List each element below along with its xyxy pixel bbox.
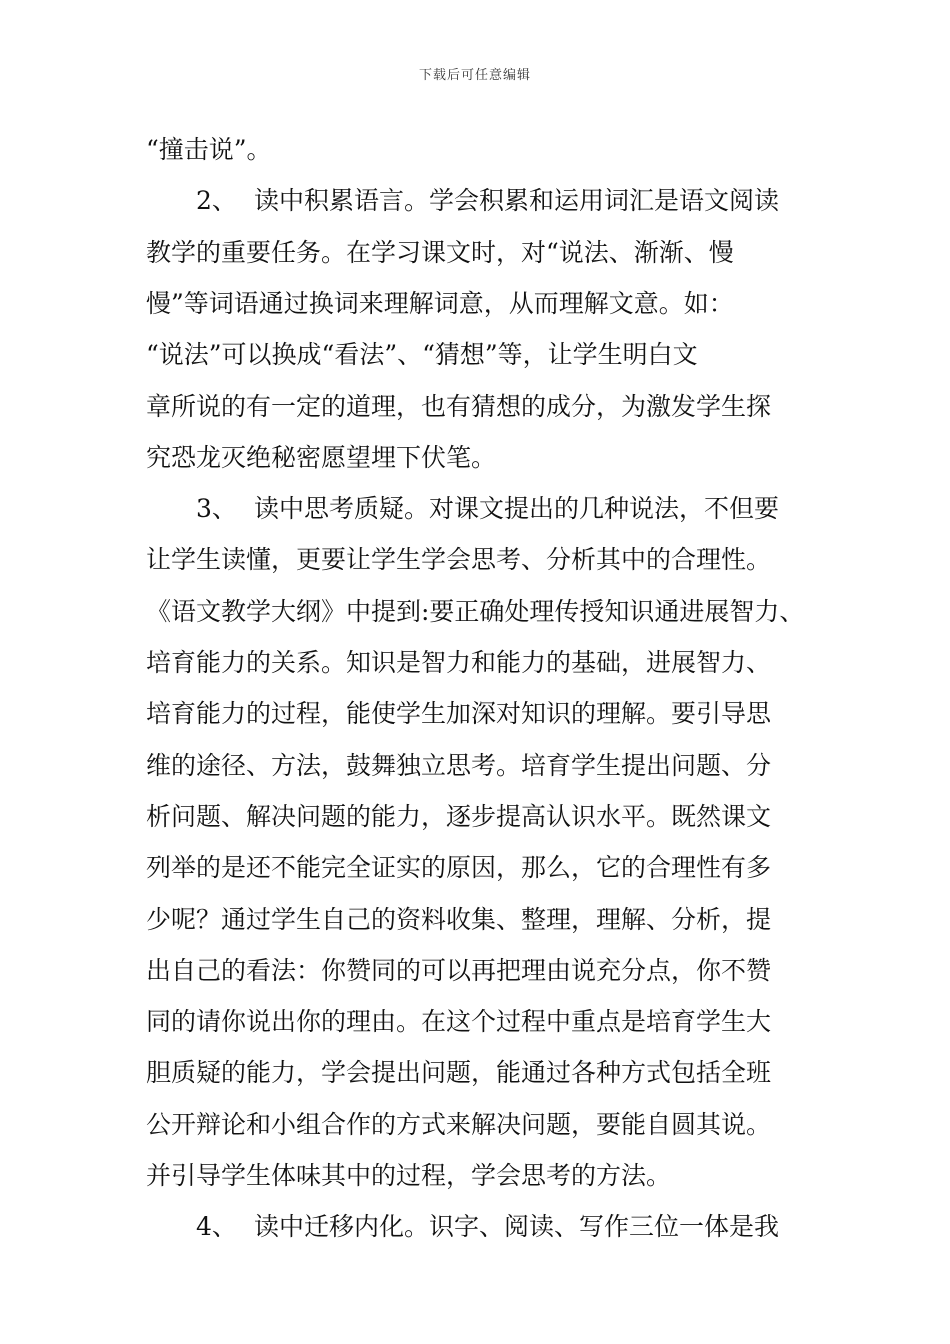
line-text: 读中思考质疑。对课文提出的几种说法，不但要 (254, 494, 780, 523)
line-text: 胆质疑的能力，学会提出问题，能通过各种方式包括全班 (146, 1058, 772, 1087)
text-line (146, 801, 771, 833)
text-line (196, 185, 779, 217)
text-line (146, 1160, 671, 1192)
text-line (146, 442, 496, 474)
line-text: 同的请你说出你的理由。在这个过程中重点是培育学生大 (146, 1007, 772, 1036)
line-text: 并引导学生体味其中的过程，学会思考的方法。 (146, 1161, 672, 1190)
line-text: 析问题、解决问题的能力，逐步提高认识水平。既然课文 (146, 802, 772, 831)
text-line (146, 698, 771, 730)
page-header: 下载后可任意编辑 (418, 68, 531, 83)
text-line (146, 339, 698, 371)
text-line (146, 852, 771, 884)
text-line (146, 237, 734, 269)
text-line (196, 1211, 779, 1243)
text-line (146, 596, 804, 628)
line-text: 读中迁移内化。识字、阅读、写作三位一体是我 (254, 1212, 780, 1241)
line-text: 公开辩论和小组合作的方式来解决问题，要能自圆其说。 (146, 1110, 772, 1139)
line-text: 《语文教学大纲》中提到:要正确处理传授知识通进展智力、 (146, 597, 805, 626)
item-number: 4、 (196, 1212, 237, 1241)
text-line (146, 134, 272, 166)
line-text: 让学生读懂，更要让学生学会思考、分析其中的合理性。 (146, 545, 772, 574)
line-text: 慢”等词语通过换词来理解词意，从而理解文意。如： (146, 289, 734, 318)
line-text: 章所说的有一定的道理，也有猜想的成分，为激发学生探 (146, 392, 772, 421)
line-text: 读中积累语言。学会积累和运用词汇是语文阅读 (254, 186, 780, 215)
text-line (146, 750, 771, 782)
item-number: 3、 (196, 494, 237, 523)
line-text: 出自己的看法：你赞同的可以再把理由说充分点，你不赞 (146, 956, 772, 985)
text-line (146, 1006, 771, 1038)
line-text: 培育能力的过程，能使学生加深对知识的理解。要引导思 (146, 699, 772, 728)
line-text: 维的途径、方法，鼓舞独立思考。培育学生提出问题、分 (146, 751, 772, 780)
line-text: 培育能力的关系。知识是智力和能力的基础，进展智力、 (146, 648, 772, 677)
line-text: 究恐龙灭绝秘密愿望埋下伏笔。 (146, 443, 497, 472)
line-text: “说法”可以换成“看法”、“猜想”等，让学生明白文 (146, 340, 698, 369)
line-text: 列举的是还不能完全证实的原因，那么，它的合理性有多 (146, 853, 772, 882)
text-line (146, 1109, 771, 1141)
text-line (146, 391, 771, 423)
line-text: 少呢？通过学生自己的资料收集、整理，理解、分析，提 (146, 905, 772, 934)
text-line (196, 493, 779, 525)
text-line (146, 1057, 771, 1089)
text-line (146, 288, 734, 320)
line-text: “撞击说”。 (146, 135, 272, 164)
text-line (146, 904, 771, 936)
text-line (146, 544, 771, 576)
text-line (146, 955, 771, 987)
item-number: 2、 (196, 186, 237, 215)
line-text: 教学的重要任务。在学习课文时，对“说法、渐渐、慢 (146, 238, 734, 267)
text-line (146, 647, 771, 679)
